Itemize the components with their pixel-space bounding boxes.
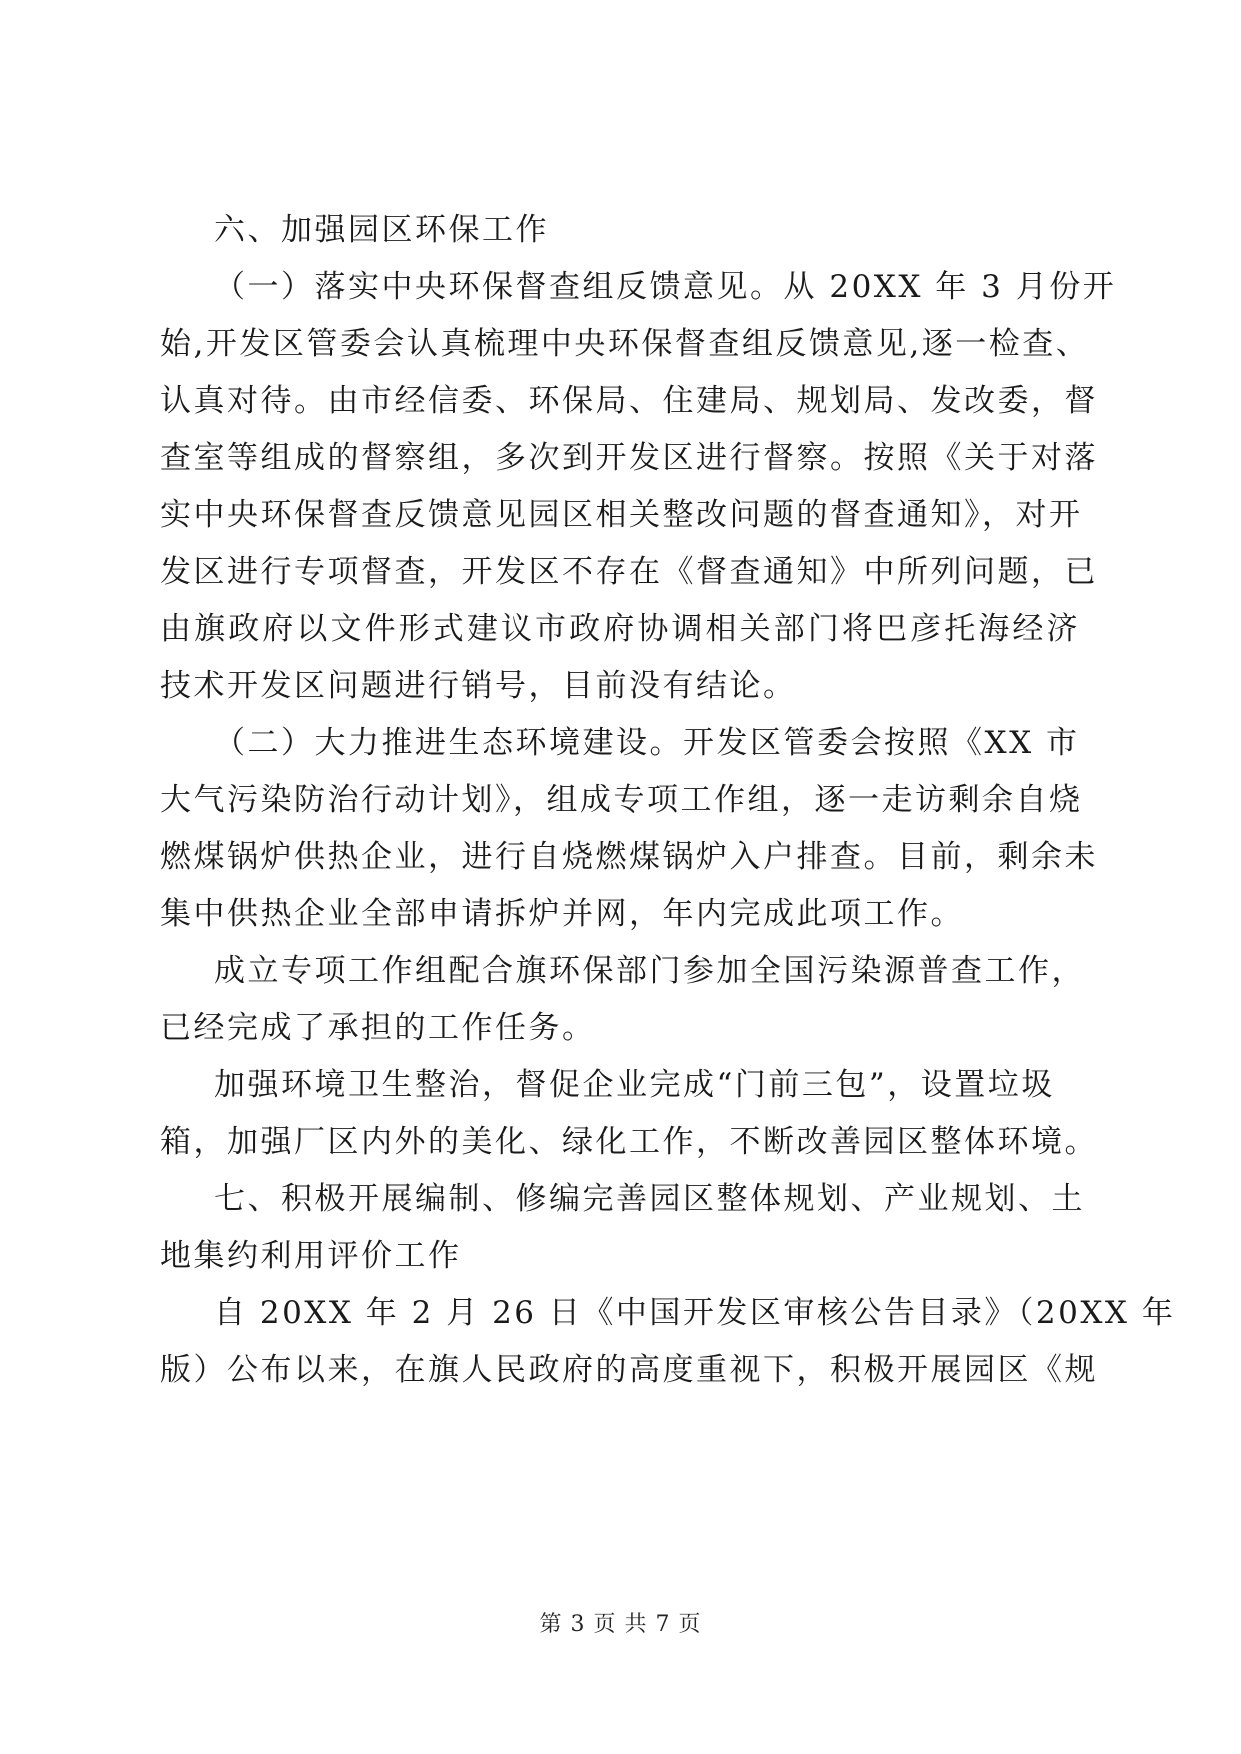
section-heading-6: 六、加强园区环保工作 <box>214 212 549 248</box>
paragraph-1-line-1: （一）落实中央环保督查组反馈意见。从 20XX 年 3 月份开 <box>214 269 1117 305</box>
paragraph-2-line-4: 集中供热企业全部申请拆炉并网，年内完成此项工作。 <box>160 896 964 932</box>
paragraph-1-line-4: 查室等组成的督察组，多次到开发区进行督察。按照《关于对落 <box>160 440 1098 476</box>
section-heading-7-line-1: 七、积极开展编制、修编完善园区整体规划、产业规划、土 <box>214 1181 1085 1217</box>
page-footer: 第 3 页 共 7 页 <box>539 1612 702 1637</box>
paragraph-2-line-1: （二）大力推进生态环境建设。开发区管委会按照《XX 市 <box>214 725 1080 761</box>
paragraph-3-line-1: 成立专项工作组配合旗环保部门参加全国污染源普查工作， <box>214 953 1085 989</box>
paragraph-4-line-1: 加强环境卫生整治，督促企业完成“门前三包”，设置垃圾 <box>214 1067 1055 1103</box>
paragraph-3-line-2: 已经完成了承担的工作任务。 <box>160 1010 596 1046</box>
paragraph-4-line-2: 箱，加强厂区内外的美化、绿化工作，不断改善园区整体环境。 <box>160 1124 1098 1160</box>
paragraph-1-line-5: 实中央环保督查反馈意见园区相关整改问题的督查通知》，对开 <box>160 497 1083 533</box>
paragraph-5-line-1: 自 20XX 年 2 月 26 日《中国开发区审核公告目录》（20XX 年 <box>214 1295 1176 1331</box>
paragraph-1-line-6: 发区进行专项督查，开发区不存在《督查通知》中所列问题，已 <box>160 554 1098 590</box>
paragraph-1-line-8: 技术开发区问题进行销号，目前没有结论。 <box>160 668 797 704</box>
section-heading-7-line-2: 地集约利用评价工作 <box>160 1238 462 1274</box>
paragraph-5-line-2: 版）公布以来，在旗人民政府的高度重视下，积极开展园区《规 <box>160 1352 1098 1388</box>
paragraph-2-line-3: 燃煤锅炉供热企业，进行自烧燃煤锅炉入户排查。目前，剩余未 <box>160 839 1098 875</box>
paragraph-2-line-2: 大气污染防治行动计划》，组成专项工作组，逐一走访剩余自烧 <box>160 782 1083 818</box>
paragraph-1-line-2: 始,开发区管委会认真梳理中央环保督查组反馈意见,逐一检查、 <box>160 326 1090 362</box>
paragraph-1-line-3: 认真对待。由市经信委、环保局、住建局、规划局、发改委，督 <box>160 383 1098 419</box>
paragraph-1-line-7: 由旗政府以文件形式建议市政府协调相关部门将巴彦托海经济 <box>160 611 1080 647</box>
